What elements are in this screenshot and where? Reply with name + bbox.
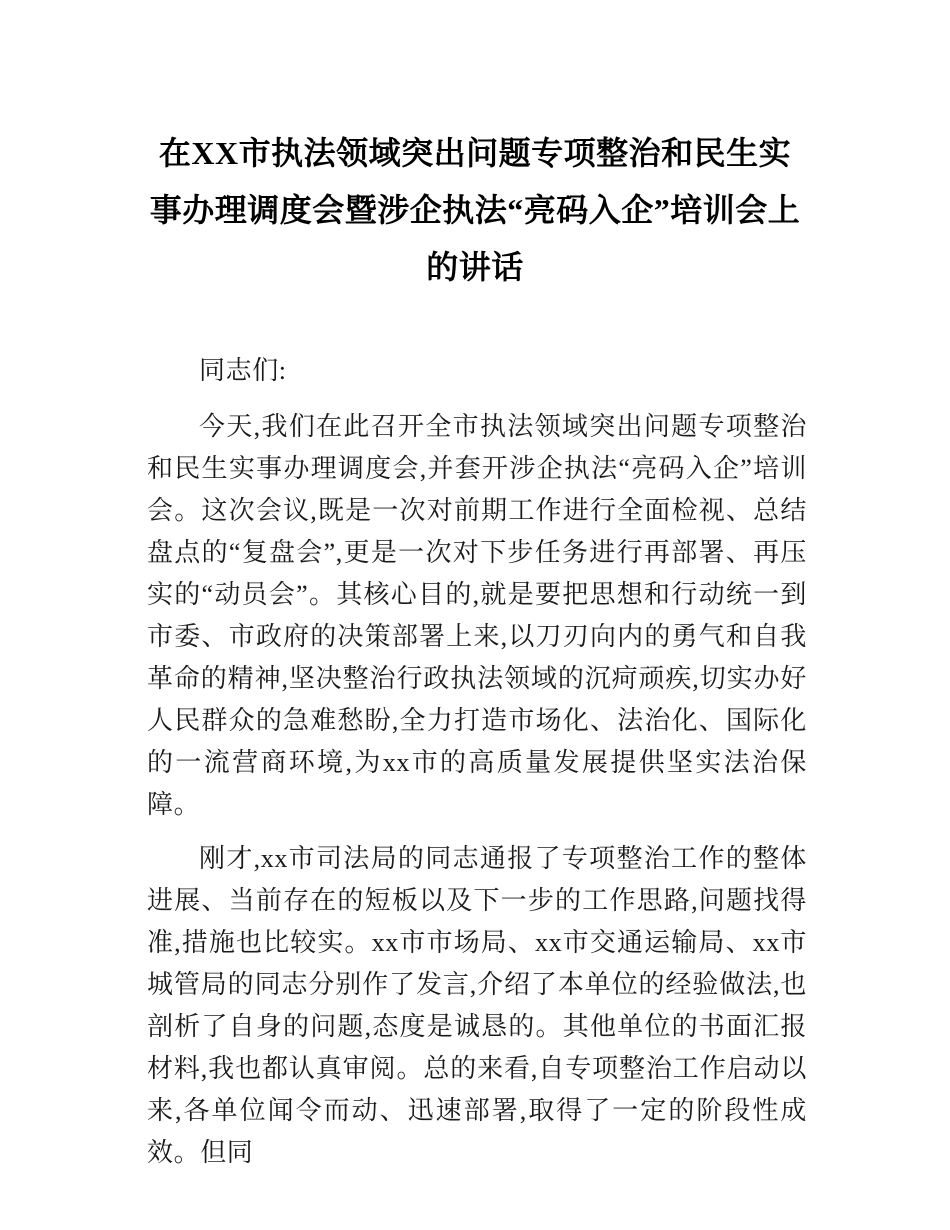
document-title: 在XX市执法领域突出问题专项整治和民生实事办理调度会暨涉企执法“亮码入企”培训会上的讲话 (149, 135, 801, 286)
body-paragraph-2: 刚才,xx市司法局的同志通报了专项整治工作的整体进展、当前存在的短板以及下一步的工作思路,问题找得准,措施也比较实。xx市市场局、xx市交通运输局、xx市城管局的同志分别作了发言,介绍了本单位的经验做法,也剖析了自身的问题,态度是诚恳的。其他单位的书面汇报材料,我也都认真审阅。总的来看,自专项整治工作启动以来,各单位闻令而动、迅速部署,取得了一定的阶段性成效。但同 (147, 844, 807, 1167)
body-paragraph-1: 今天,我们在此召开全市执法领域突出问题专项整治和民生实事办理调度会,并套开涉企执法“亮码入企”培训会。这次会议,既是一次对前期工作进行全面检视、总结盘点的“复盘会”,更是一次对下步任务进行再部署、再压实的“动员会”。其核心目的,就是要把思想和行动统一到市委、市政府的决策部署上来,以刀刃向内的勇气和自我革命的精神,坚决整治行政执法领域的沉疴顽疾,切实办好人民群众的急难愁盼,全力打造市场化、法治化、国际化的一流营商环境,为xx市的高质量发展提供坚实法治保障。 (147, 412, 807, 819)
document-body (147, 350, 807, 1174)
salutation-line: 同志们: (199, 356, 287, 385)
